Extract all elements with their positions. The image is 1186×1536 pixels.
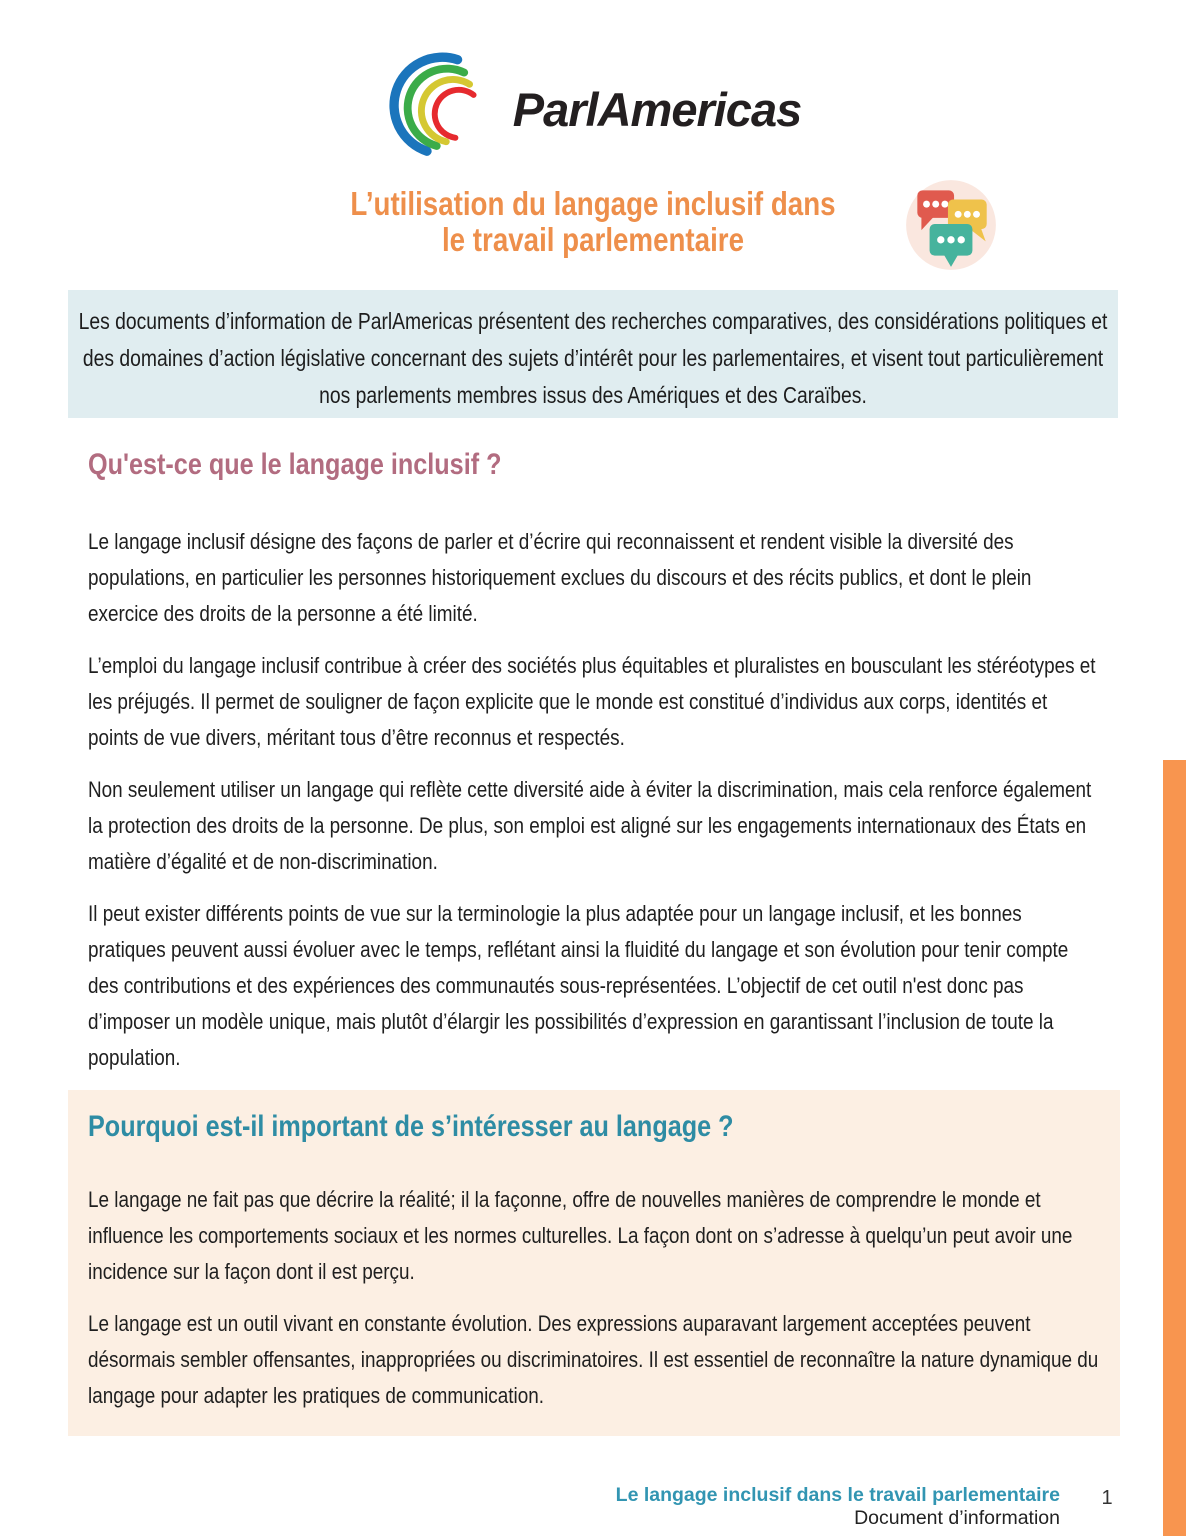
paragraph: Il peut exister différents points de vue sur la terminologie la plus adaptée pour un langage inclusif, et les bonnes pratiques peuvent aussi évoluer avec le temps, reflétant ainsi la fluidité du langage et son évolution pour tenir compte des contributions et des expériences des communautés sous-représentées. L’objectif de cet outil n'est donc pas d’imposer un modèle unique, mais plutôt d’élargir les possibilités d’expression en garantissant l’inclusion de toute la population. [88, 901, 1069, 1070]
section-1-heading: Qu'est-ce que le langage inclusif ? [88, 448, 502, 481]
section-what-is-inclusive-language [88, 446, 1100, 1092]
paragraph: Non seulement utiliser un langage qui reflète cette diversité aide à éviter la discrimination, mais cela renforce également la protection des droits de la personne. De plus, son emploi est aligné sur les engagements internationaux des États en matière d’égalité et de non-discrimination. [88, 777, 1092, 874]
page-number: 1 [1101, 1487, 1113, 1509]
intro-highlight-box [68, 290, 1118, 418]
document-title-line2: le travail parlementaire [441, 221, 744, 258]
paragraph: Le langage est un outil vivant en constante évolution. Des expressions auparavant largement acceptées peuvent désormais sembler offensantes, inappropriées ou discriminatoires. Il est essentiel de reconnaître la nature dynamique du langage pour adapter les pratiques de communication. [88, 1311, 1099, 1408]
parlamericas-arcs-icon [385, 50, 503, 169]
document-title-line1: L’utilisation du langage inclusif dans [350, 185, 836, 222]
parlamericas-logo [0, 50, 1186, 169]
footer-document-title: Le langage inclusif dans le travail parlementaire [615, 1484, 1060, 1506]
speech-bubbles-icon [900, 172, 1002, 274]
footer-document-type: Document d’information [854, 1507, 1060, 1529]
section-2-heading: Pourquoi est-il important de s’intéresser au langage ? [88, 1110, 734, 1143]
paragraph: L’emploi du langage inclusif contribue à créer des sociétés plus équitables et pluralistes en bousculant les stéréotypes et les préjugés. Il permet de souligner de façon explicite que le monde est constitué d’individus aux corps, identités et points de vue divers, méritant tous d’être reconnus et respectés. [88, 653, 1096, 750]
intro-text: Les documents d’information de ParlAmericas présentent des recherches comparatives, des considérations politiques et des domaines d’action législative concernant des sujets d’intérêt pour les parlementaires, et visent tout particulièrement nos parlements membres issus des Amériques et des Caraïbes. [78, 308, 1108, 408]
section-why-language-matters [68, 1090, 1120, 1436]
document-title [0, 186, 1186, 258]
page-footer [0, 1484, 1060, 1530]
right-accent-bar [1163, 760, 1186, 1536]
logo-wordmark: ParlAmericas [512, 83, 802, 136]
paragraph: Le langage inclusif désigne des façons de parler et d’écrire qui reconnaissent et rendent visible la diversité des populations, en particulier les personnes historiquement exclues du discours et des récits publics, et dont le plein exercice des droits de la personne a été limité. [88, 529, 1032, 626]
paragraph: Le langage ne fait pas que décrire la réalité; il la façonne, offre de nouvelles manières de comprendre le monde et influence les comportements sociaux et les normes culturelles. La façon dont on s’adresse à quelqu’un peut avoir une incidence sur la façon dont il est perçu. [88, 1187, 1073, 1284]
